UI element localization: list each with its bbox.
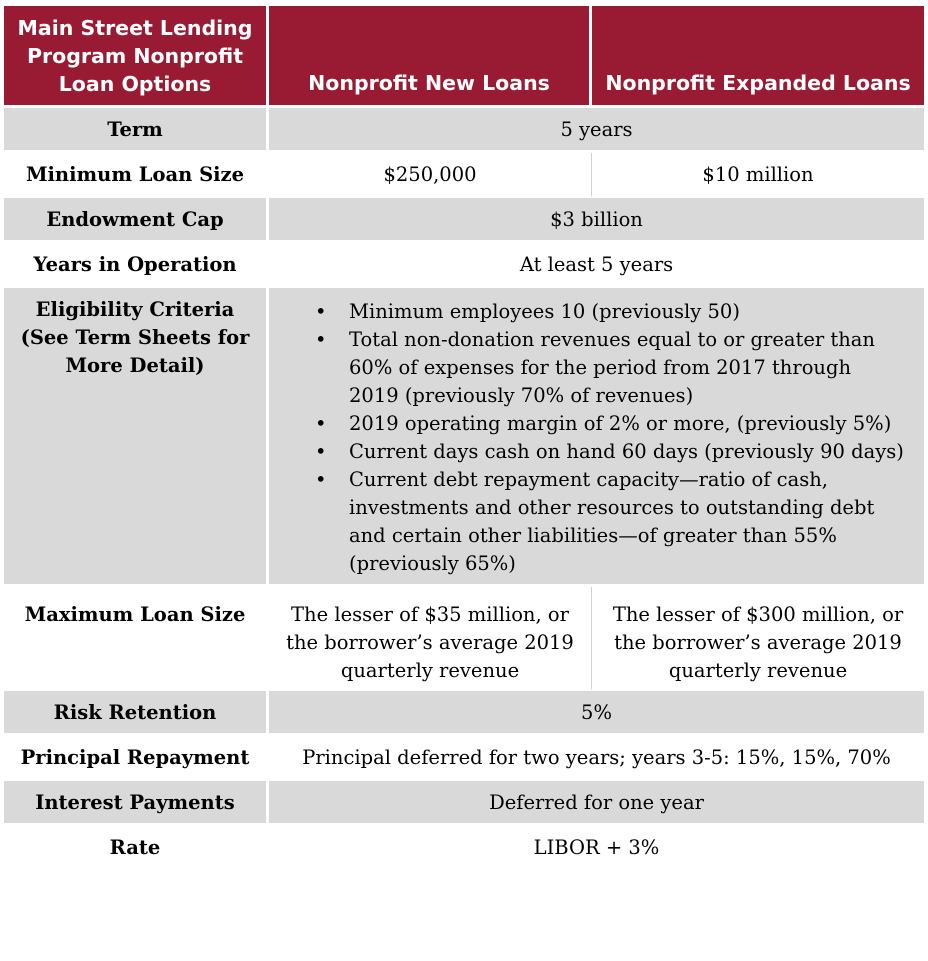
row-label: Years in Operation (4, 243, 269, 288)
eligibility-label-line: Eligibility Criteria (35, 298, 235, 321)
new-loans-value: $250,000 (269, 153, 592, 198)
header-row (4, 6, 924, 108)
row-value: 5 years (269, 108, 924, 153)
header-expanded-loans: Nonprofit Expanded Loans (592, 6, 924, 108)
list-item-text: Minimum employees 10 (previously 50) (349, 300, 740, 323)
row-endowment-cap (4, 198, 924, 243)
row-label: Term (4, 108, 269, 153)
row-value: $3 billion (269, 198, 924, 243)
row-label: Rate (4, 826, 269, 871)
row-value: 5% (269, 691, 924, 736)
row-label: Interest Payments (4, 781, 269, 826)
row-value: LIBOR + 3% (269, 826, 924, 871)
list-item-text: Current debt repayment capacity—ratio of cash, investments and other resources to outstanding debt and certain other liabilities—of greater than 55% (previously 65%) (349, 468, 875, 575)
value-line: The lesser of $300 million, or (612, 603, 904, 626)
row-minimum-loan-size (4, 153, 924, 198)
list-item (315, 466, 906, 578)
header-program-title (4, 6, 269, 108)
list-item-text: Total non-donation revenues equal to or greater than 60% of expenses for the period from 2017 through 2019 (previously 70% of revenues) (349, 328, 875, 407)
header-title-line: Main Street Lending (17, 15, 253, 40)
header-title-line: Program Nonprofit (26, 43, 244, 68)
list-item-text: 2019 operating margin of 2% or more, (previously 5%) (349, 412, 892, 435)
bullet-icon: • (315, 300, 327, 323)
row-value: At least 5 years (269, 243, 924, 288)
loan-options-table-container (4, 6, 924, 871)
row-label (4, 288, 269, 587)
eligibility-list-cell (269, 288, 924, 587)
value-line: the borrower’s average 2019 (286, 631, 574, 654)
row-principal-repayment (4, 736, 924, 781)
row-interest-payments (4, 781, 924, 826)
list-item (315, 410, 906, 438)
list-item-text: Current days cash on hand 60 days (previously 90 days) (349, 440, 904, 463)
row-value: Deferred for one year (269, 781, 924, 826)
expanded-loans-value: $10 million (592, 153, 924, 198)
row-maximum-loan-size (4, 587, 924, 691)
list-item (315, 438, 906, 466)
header-new-loans: Nonprofit New Loans (269, 6, 592, 108)
bullet-icon: • (315, 328, 327, 351)
row-years-in-operation (4, 243, 924, 288)
list-item (315, 326, 906, 410)
row-value: Principal deferred for two years; years 3-5: 15%, 15%, 70% (269, 736, 924, 781)
expanded-loans-value (592, 587, 924, 691)
value-line: The lesser of $35 million, or (291, 603, 569, 626)
row-rate (4, 826, 924, 871)
value-line: quarterly revenue (668, 659, 848, 682)
new-loans-value (269, 587, 592, 691)
row-risk-retention (4, 691, 924, 736)
row-label: Maximum Loan Size (4, 587, 269, 691)
eligibility-label-line: More Detail) (65, 354, 205, 377)
row-term (4, 108, 924, 153)
bullet-icon: • (315, 440, 327, 463)
eligibility-label-line: (See Term Sheets for (20, 326, 250, 349)
row-label: Endowment Cap (4, 198, 269, 243)
loan-options-table (4, 6, 924, 871)
row-label: Principal Repayment (4, 736, 269, 781)
row-label: Risk Retention (4, 691, 269, 736)
value-line: quarterly revenue (340, 659, 520, 682)
bullet-icon: • (315, 468, 327, 491)
bullet-icon: • (315, 412, 327, 435)
eligibility-list (269, 298, 924, 578)
row-label: Minimum Loan Size (4, 153, 269, 198)
list-item (315, 298, 906, 326)
value-line: the borrower’s average 2019 (614, 631, 902, 654)
row-eligibility-criteria (4, 288, 924, 587)
header-title-line: Loan Options (58, 71, 212, 96)
